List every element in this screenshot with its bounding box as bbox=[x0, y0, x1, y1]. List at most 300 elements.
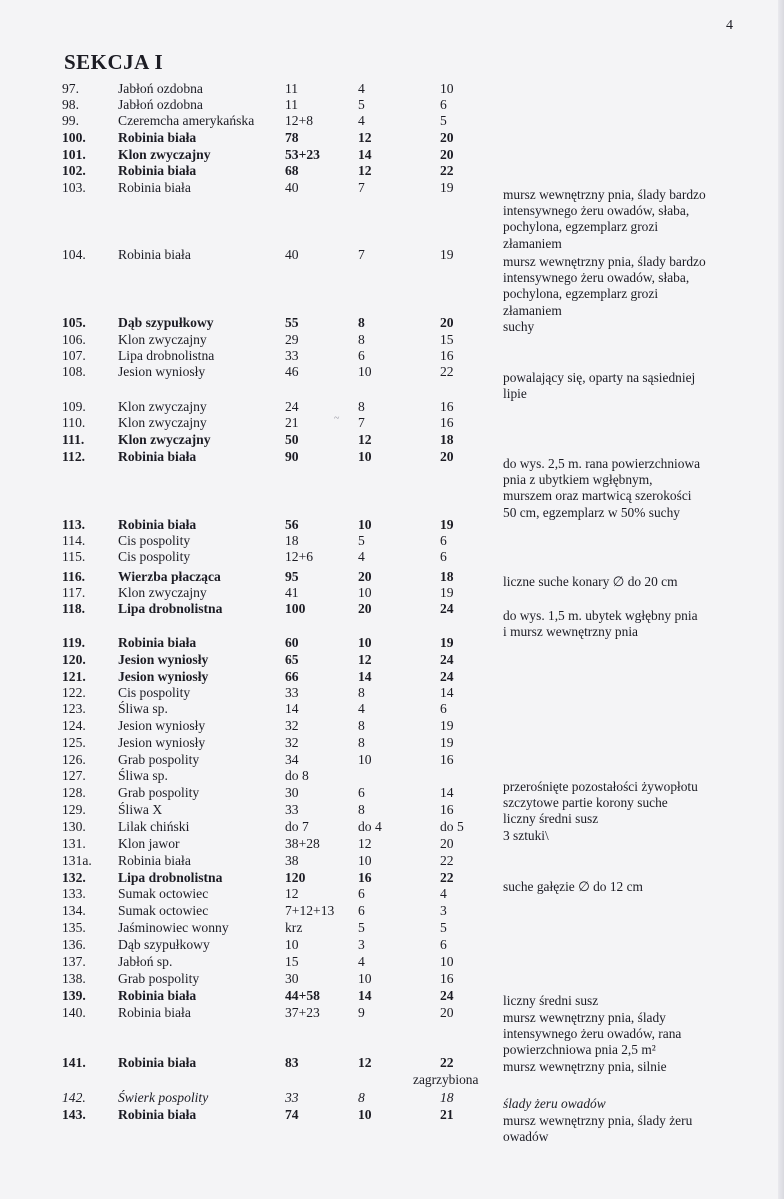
tree-species: Sumak octowiec bbox=[118, 903, 209, 918]
tree-species: Lilak chiński bbox=[118, 819, 190, 834]
tree-height: 8 bbox=[358, 1090, 365, 1105]
trunk-circumference: 60 bbox=[285, 635, 299, 650]
trunk-circumference: 12+8 bbox=[285, 113, 314, 128]
tree-height: 10 bbox=[358, 1107, 372, 1122]
tree-height: 10 bbox=[358, 853, 372, 868]
table-row bbox=[0, 954, 784, 970]
trunk-circumference: 78 bbox=[285, 130, 299, 145]
tree-species: Lipa drobnolistna bbox=[118, 870, 223, 885]
tree-number: 101. bbox=[62, 147, 86, 162]
tree-note bbox=[503, 456, 700, 521]
trunk-circumference: 95 bbox=[285, 569, 299, 584]
tree-number: 131. bbox=[62, 836, 86, 851]
crown-diameter: 14 bbox=[440, 685, 454, 700]
tree-height: 6 bbox=[358, 903, 365, 918]
tree-species: Klon zwyczajny bbox=[118, 147, 211, 162]
trunk-circumference: 12 bbox=[285, 886, 299, 901]
crown-diameter: 6 bbox=[440, 701, 447, 716]
note-zagrzybiona: zagrzybiona bbox=[413, 1072, 479, 1087]
tree-number: 119. bbox=[62, 635, 86, 650]
note-line: suchy bbox=[503, 319, 535, 334]
note-line: i mursz wewnętrzny pnia bbox=[503, 624, 638, 640]
tree-number: 129. bbox=[62, 802, 86, 817]
note-line: intensywnego żeru owadów, słaba, bbox=[503, 203, 690, 219]
tree-height: 7 bbox=[358, 415, 365, 430]
tree-species: Sumak octowiec bbox=[118, 886, 209, 901]
crown-diameter: 20 bbox=[440, 147, 454, 162]
tree-height: 12 bbox=[358, 1055, 372, 1070]
tree-number: 97. bbox=[62, 81, 79, 96]
tree-number: 125. bbox=[62, 735, 86, 750]
tree-number: 127. bbox=[62, 768, 86, 783]
tree-height: 6 bbox=[358, 886, 365, 901]
tree-height: 10 bbox=[358, 364, 372, 379]
tree-number: 117. bbox=[62, 585, 86, 600]
trunk-circumference: 24 bbox=[285, 399, 299, 414]
tree-species: Świerk pospolity bbox=[118, 1090, 209, 1105]
tree-note bbox=[503, 254, 706, 319]
tree-height: 6 bbox=[358, 785, 365, 800]
tree-species: Robinia biała bbox=[118, 449, 197, 464]
tree-number: 138. bbox=[62, 971, 86, 986]
trunk-circumference: 11 bbox=[285, 81, 299, 96]
tree-height: 8 bbox=[358, 685, 365, 700]
trunk-circumference: 53+23 bbox=[285, 147, 320, 162]
note-line: złamaniem bbox=[503, 302, 562, 318]
page-number: 4 bbox=[726, 18, 733, 33]
trunk-circumference: 66 bbox=[285, 669, 299, 684]
trunk-circumference: 21 bbox=[285, 415, 299, 430]
note-line: do wys. 1,5 m. ubytek wgłębny pnia bbox=[503, 608, 698, 623]
trunk-circumference: 46 bbox=[285, 364, 299, 379]
tree-note bbox=[503, 779, 698, 844]
tree-note bbox=[503, 1010, 681, 1075]
tree-species: Grab pospolity bbox=[118, 785, 200, 800]
table-row bbox=[0, 971, 784, 987]
trunk-circumference: 37+23 bbox=[285, 1005, 320, 1020]
table-row bbox=[0, 348, 784, 364]
note-line: mursz wewnętrzny pnia, ślady bardzo bbox=[503, 254, 706, 269]
note-line: 50 cm, egzemplarz w 50% suchy bbox=[503, 504, 680, 520]
tree-number: 121. bbox=[62, 669, 86, 684]
tree-species: Jesion wyniosły bbox=[118, 735, 206, 750]
tree-species: Cis pospolity bbox=[118, 533, 191, 548]
tree-number: 137. bbox=[62, 954, 86, 969]
table-row bbox=[0, 432, 784, 448]
note-line: liczny średni susz bbox=[503, 993, 599, 1008]
tree-height: 8 bbox=[358, 718, 365, 733]
trunk-circumference: 33 bbox=[285, 802, 299, 817]
table-row bbox=[0, 937, 784, 953]
crown-diameter: 19 bbox=[440, 247, 454, 262]
crown-diameter: 20 bbox=[440, 1005, 454, 1020]
tree-species: Klon zwyczajny bbox=[118, 399, 207, 414]
tree-note bbox=[503, 608, 698, 640]
tree-species: Jaśminowiec wonny bbox=[118, 920, 229, 935]
trunk-circumference: 14 bbox=[285, 701, 299, 716]
tree-species: Jesion wyniosły bbox=[118, 652, 209, 667]
table-row bbox=[0, 147, 784, 163]
tree-number: 109. bbox=[62, 399, 86, 414]
tree-height: 4 bbox=[358, 701, 365, 716]
note-line: szczytowe partie korony suche bbox=[503, 795, 668, 811]
tree-height: 12 bbox=[358, 432, 372, 447]
tree-number: 123. bbox=[62, 701, 86, 716]
pencil-mark: ~ bbox=[334, 413, 340, 424]
crown-diameter: 22 bbox=[440, 163, 454, 178]
note-line: liczne suche konary ∅ do 20 cm bbox=[503, 574, 678, 589]
note-line: pochylona, egzemplarz grozi bbox=[503, 286, 659, 302]
tree-note bbox=[503, 319, 534, 335]
trunk-circumference: 38+28 bbox=[285, 836, 320, 851]
tree-height: 8 bbox=[358, 399, 365, 414]
tree-height: 5 bbox=[358, 920, 365, 935]
crown-diameter: 4 bbox=[440, 886, 447, 901]
tree-species: Robinia biała bbox=[118, 517, 197, 532]
table-row bbox=[0, 903, 784, 919]
tree-species: Jesion wyniosły bbox=[118, 718, 206, 733]
trunk-circumference: 83 bbox=[285, 1055, 299, 1070]
table-row bbox=[0, 988, 784, 1004]
trunk-circumference: 30 bbox=[285, 785, 299, 800]
note-line: pnia z ubytkiem wgłębnym, bbox=[503, 472, 653, 488]
tree-number: 102. bbox=[62, 163, 86, 178]
crown-diameter: 19 bbox=[440, 718, 454, 733]
note-line: lipie bbox=[503, 386, 527, 402]
table-row bbox=[0, 652, 784, 668]
crown-diameter: 16 bbox=[440, 752, 454, 767]
tree-species: Robinia biała bbox=[118, 853, 191, 868]
tree-species: Robinia biała bbox=[118, 1107, 197, 1122]
tree-species: Klon zwyczajny bbox=[118, 432, 211, 447]
tree-height: 8 bbox=[358, 315, 365, 330]
tree-height: 7 bbox=[358, 247, 365, 262]
trunk-circumference: 40 bbox=[285, 247, 299, 262]
tree-species: Robinia biała bbox=[118, 130, 197, 145]
crown-diameter: 24 bbox=[440, 988, 454, 1003]
tree-height: 16 bbox=[358, 870, 372, 885]
crown-diameter: 21 bbox=[440, 1107, 454, 1122]
tree-species: Jabłoń ozdobna bbox=[118, 97, 203, 112]
table-row bbox=[0, 853, 784, 869]
trunk-circumference: 90 bbox=[285, 449, 299, 464]
tree-height: 7 bbox=[358, 180, 365, 195]
trunk-circumference: 38 bbox=[285, 853, 299, 868]
tree-height: 4 bbox=[358, 954, 365, 969]
trunk-circumference: 29 bbox=[285, 332, 299, 347]
trunk-circumference: 120 bbox=[285, 870, 306, 885]
crown-diameter: 24 bbox=[440, 652, 454, 667]
tree-height: 10 bbox=[358, 449, 372, 464]
tree-height: 10 bbox=[358, 635, 372, 650]
crown-diameter: 20 bbox=[440, 449, 454, 464]
tree-height: 10 bbox=[358, 971, 372, 986]
crown-diameter: 16 bbox=[440, 415, 454, 430]
tree-species: Klon zwyczajny bbox=[118, 585, 207, 600]
crown-diameter: 14 bbox=[440, 785, 454, 800]
note-line: powalający się, oparty na sąsiedniej bbox=[503, 370, 696, 385]
tree-number: 103. bbox=[62, 180, 86, 195]
tree-species: Śliwa X bbox=[118, 802, 163, 817]
tree-species: Śliwa sp. bbox=[118, 701, 168, 716]
tree-note bbox=[503, 1113, 692, 1145]
tree-height: 3 bbox=[358, 937, 365, 952]
note-line: do wys. 2,5 m. rana powierzchniowa bbox=[503, 456, 701, 471]
tree-number: 115. bbox=[62, 549, 86, 564]
trunk-circumference: 32 bbox=[285, 718, 299, 733]
tree-number: 104. bbox=[62, 247, 86, 262]
crown-diameter: 24 bbox=[440, 669, 454, 684]
crown-diameter: 16 bbox=[440, 348, 454, 363]
tree-species: Klon zwyczajny bbox=[118, 415, 207, 430]
tree-number: 105. bbox=[62, 315, 86, 330]
tree-height: 8 bbox=[358, 802, 365, 817]
trunk-circumference: 33 bbox=[285, 1090, 299, 1105]
crown-diameter: 6 bbox=[440, 97, 447, 112]
tree-number: 141. bbox=[62, 1055, 86, 1070]
tree-species: Lipa drobnolistna bbox=[118, 348, 215, 363]
table-row bbox=[0, 81, 784, 97]
tree-species: Cis pospolity bbox=[118, 685, 191, 700]
trunk-circumference: 33 bbox=[285, 348, 299, 363]
tree-number: 135. bbox=[62, 920, 86, 935]
table-row bbox=[0, 97, 784, 113]
note-line: suche gałęzie ∅ do 12 cm bbox=[503, 879, 643, 894]
trunk-circumference: 10 bbox=[285, 937, 299, 952]
table-row bbox=[0, 870, 784, 886]
table-row bbox=[0, 415, 784, 431]
trunk-circumference: 68 bbox=[285, 163, 299, 178]
tree-species: Wierzba płacząca bbox=[118, 569, 221, 584]
tree-height: 14 bbox=[358, 147, 372, 162]
trunk-circumference: 65 bbox=[285, 652, 299, 667]
crown-diameter: 22 bbox=[440, 364, 454, 379]
tree-species: Grab pospolity bbox=[118, 971, 200, 986]
crown-diameter: 22 bbox=[440, 853, 454, 868]
tree-number: 124. bbox=[62, 718, 86, 733]
note-line: intensywnego żeru owadów, słaba, bbox=[503, 270, 690, 286]
crown-diameter: 22 bbox=[440, 1055, 454, 1070]
tree-species: Robinia biała bbox=[118, 247, 191, 262]
note-line: mursz wewnętrzny pnia, ślady żeru bbox=[503, 1113, 693, 1128]
note-line: złamaniem bbox=[503, 235, 562, 251]
tree-species: Dąb szypułkowy bbox=[118, 315, 214, 330]
tree-species: Robinia biała bbox=[118, 635, 197, 650]
crown-diameter: do 5 bbox=[440, 819, 464, 834]
tree-height: 14 bbox=[358, 669, 372, 684]
tree-number: 136. bbox=[62, 937, 86, 952]
tree-number: 99. bbox=[62, 113, 79, 128]
trunk-circumference: 40 bbox=[285, 180, 299, 195]
table-row bbox=[0, 920, 784, 936]
note-line: mursz wewnętrzny pnia, silnie bbox=[503, 1058, 667, 1074]
tree-number: 114. bbox=[62, 533, 86, 548]
tree-note bbox=[503, 574, 678, 590]
tree-note bbox=[503, 1096, 606, 1112]
crown-diameter: 18 bbox=[440, 569, 454, 584]
tree-number: 113. bbox=[62, 517, 86, 532]
tree-species: Klon jawor bbox=[118, 836, 180, 851]
note-line: 3 sztuki\ bbox=[503, 827, 549, 843]
tree-height: 12 bbox=[358, 652, 372, 667]
tree-height: 20 bbox=[358, 569, 372, 584]
tree-species: Czeremcha amerykańska bbox=[118, 113, 255, 128]
crown-diameter: 10 bbox=[440, 81, 454, 96]
note-line: pochylona, egzemplarz grozi bbox=[503, 219, 659, 235]
tree-number: 139. bbox=[62, 988, 86, 1003]
tree-number: 112. bbox=[62, 449, 86, 464]
trunk-circumference: 15 bbox=[285, 954, 299, 969]
tree-height: 10 bbox=[358, 585, 372, 600]
table-row bbox=[0, 718, 784, 734]
crown-diameter: 18 bbox=[440, 432, 454, 447]
table-row bbox=[0, 685, 784, 701]
note-line: ślady żeru owadów bbox=[503, 1096, 606, 1111]
tree-note bbox=[503, 370, 695, 402]
crown-diameter: 10 bbox=[440, 954, 454, 969]
tree-number: 120. bbox=[62, 652, 86, 667]
tree-species: Cis pospolity bbox=[118, 549, 191, 564]
crown-diameter: 6 bbox=[440, 937, 447, 952]
trunk-circumference: krz bbox=[285, 920, 303, 935]
trunk-circumference: 34 bbox=[285, 752, 299, 767]
tree-number: 133. bbox=[62, 886, 86, 901]
tree-number: 142. bbox=[62, 1090, 86, 1105]
tree-number: 122. bbox=[62, 685, 86, 700]
tree-number: 111. bbox=[62, 432, 85, 447]
tree-height: 14 bbox=[358, 988, 372, 1003]
crown-diameter: 19 bbox=[440, 517, 454, 532]
note-line: owadów bbox=[503, 1129, 549, 1145]
tree-height: 10 bbox=[358, 517, 372, 532]
crown-diameter: 20 bbox=[440, 315, 454, 330]
tree-note bbox=[503, 187, 706, 252]
tree-number: 110. bbox=[62, 415, 86, 430]
crown-diameter: 16 bbox=[440, 802, 454, 817]
tree-height: 5 bbox=[358, 97, 365, 112]
tree-number: 116. bbox=[62, 569, 86, 584]
tree-height: 12 bbox=[358, 163, 372, 178]
crown-diameter: 19 bbox=[440, 585, 454, 600]
note-line: liczny średni susz bbox=[503, 811, 599, 827]
tree-species: Robinia biała bbox=[118, 988, 197, 1003]
tree-number: 126. bbox=[62, 752, 86, 767]
tree-number: 118. bbox=[62, 601, 86, 616]
tree-height: 12 bbox=[358, 836, 372, 851]
crown-diameter: 24 bbox=[440, 601, 454, 616]
tree-number: 108. bbox=[62, 364, 86, 379]
tree-species: Robinia biała bbox=[118, 1005, 191, 1020]
trunk-circumference: 18 bbox=[285, 533, 299, 548]
table-row bbox=[0, 669, 784, 685]
tree-height: 10 bbox=[358, 752, 372, 767]
crown-diameter: 16 bbox=[440, 399, 454, 414]
tree-number: 134. bbox=[62, 903, 86, 918]
tree-species: Dąb szypułkowy bbox=[118, 937, 210, 952]
tree-height: 4 bbox=[358, 113, 365, 128]
table-row bbox=[0, 533, 784, 549]
crown-diameter: 19 bbox=[440, 635, 454, 650]
tree-number: 131a. bbox=[62, 853, 92, 868]
note-line: mursz wewnętrzny pnia, ślady bbox=[503, 1010, 666, 1025]
tree-height: 12 bbox=[358, 130, 372, 145]
tree-species: Robinia biała bbox=[118, 1055, 197, 1070]
tree-number: 132. bbox=[62, 870, 86, 885]
trunk-circumference: 7+12+13 bbox=[285, 903, 335, 918]
tree-height: 8 bbox=[358, 735, 365, 750]
trunk-circumference: 74 bbox=[285, 1107, 299, 1122]
crown-diameter: 16 bbox=[440, 971, 454, 986]
trunk-circumference: 30 bbox=[285, 971, 299, 986]
crown-diameter: 19 bbox=[440, 180, 454, 195]
tree-height: 8 bbox=[358, 332, 365, 347]
trunk-circumference: 11 bbox=[285, 97, 299, 112]
tree-number: 128. bbox=[62, 785, 86, 800]
tree-number: 107. bbox=[62, 348, 86, 363]
table-row bbox=[0, 886, 784, 902]
crown-diameter: 6 bbox=[440, 549, 447, 564]
tree-species: Grab pospolity bbox=[118, 752, 200, 767]
tree-species: Robinia biała bbox=[118, 180, 191, 195]
table-row bbox=[0, 752, 784, 768]
table-row bbox=[0, 130, 784, 146]
tree-number: 140. bbox=[62, 1005, 86, 1020]
tree-height: 4 bbox=[358, 549, 365, 564]
tree-height: 20 bbox=[358, 601, 372, 616]
tree-species: Jesion wyniosły bbox=[118, 364, 206, 379]
note-line: intensywnego żeru owadów, rana bbox=[503, 1026, 682, 1042]
table-row bbox=[0, 332, 784, 348]
note-line: przerośnięte pozostałości żywopłotu bbox=[503, 779, 698, 794]
tree-number: 98. bbox=[62, 97, 79, 112]
note-line: powierzchniowa pnia 2,5 m² bbox=[503, 1042, 656, 1058]
crown-diameter: 6 bbox=[440, 533, 447, 548]
table-row bbox=[0, 701, 784, 717]
crown-diameter: 5 bbox=[440, 113, 447, 128]
tree-height: 5 bbox=[358, 533, 365, 548]
crown-diameter: 20 bbox=[440, 836, 454, 851]
trunk-circumference: 12+6 bbox=[285, 549, 314, 564]
crown-diameter: 15 bbox=[440, 332, 454, 347]
table-row bbox=[0, 163, 784, 179]
tree-species: Robinia biała bbox=[118, 163, 197, 178]
trunk-circumference: 50 bbox=[285, 432, 299, 447]
section-title: SEKCJA I bbox=[64, 50, 164, 74]
trunk-circumference: 44+58 bbox=[285, 988, 320, 1003]
table-row bbox=[0, 113, 784, 129]
tree-height: 4 bbox=[358, 81, 365, 96]
tree-species: Jabłoń ozdobna bbox=[118, 81, 203, 96]
trunk-circumference: 32 bbox=[285, 735, 299, 750]
tree-species: Lipa drobnolistna bbox=[118, 601, 223, 616]
note-line: mursz wewnętrzny pnia, ślady bardzo bbox=[503, 187, 706, 202]
crown-diameter: 18 bbox=[440, 1090, 454, 1105]
trunk-circumference: do 7 bbox=[285, 819, 309, 834]
tree-number: 106. bbox=[62, 332, 86, 347]
tree-number: 143. bbox=[62, 1107, 86, 1122]
tree-species: Jabłoń sp. bbox=[118, 954, 173, 969]
tree-height: do 4 bbox=[358, 819, 382, 834]
crown-diameter: 19 bbox=[440, 735, 454, 750]
table-row bbox=[0, 549, 784, 565]
tree-height: 6 bbox=[358, 348, 365, 363]
tree-number: 100. bbox=[62, 130, 86, 145]
trunk-circumference: do 8 bbox=[285, 768, 309, 783]
tree-note bbox=[503, 879, 643, 895]
trunk-circumference: 41 bbox=[285, 585, 299, 600]
tree-height: 9 bbox=[358, 1005, 365, 1020]
crown-diameter: 3 bbox=[440, 903, 447, 918]
